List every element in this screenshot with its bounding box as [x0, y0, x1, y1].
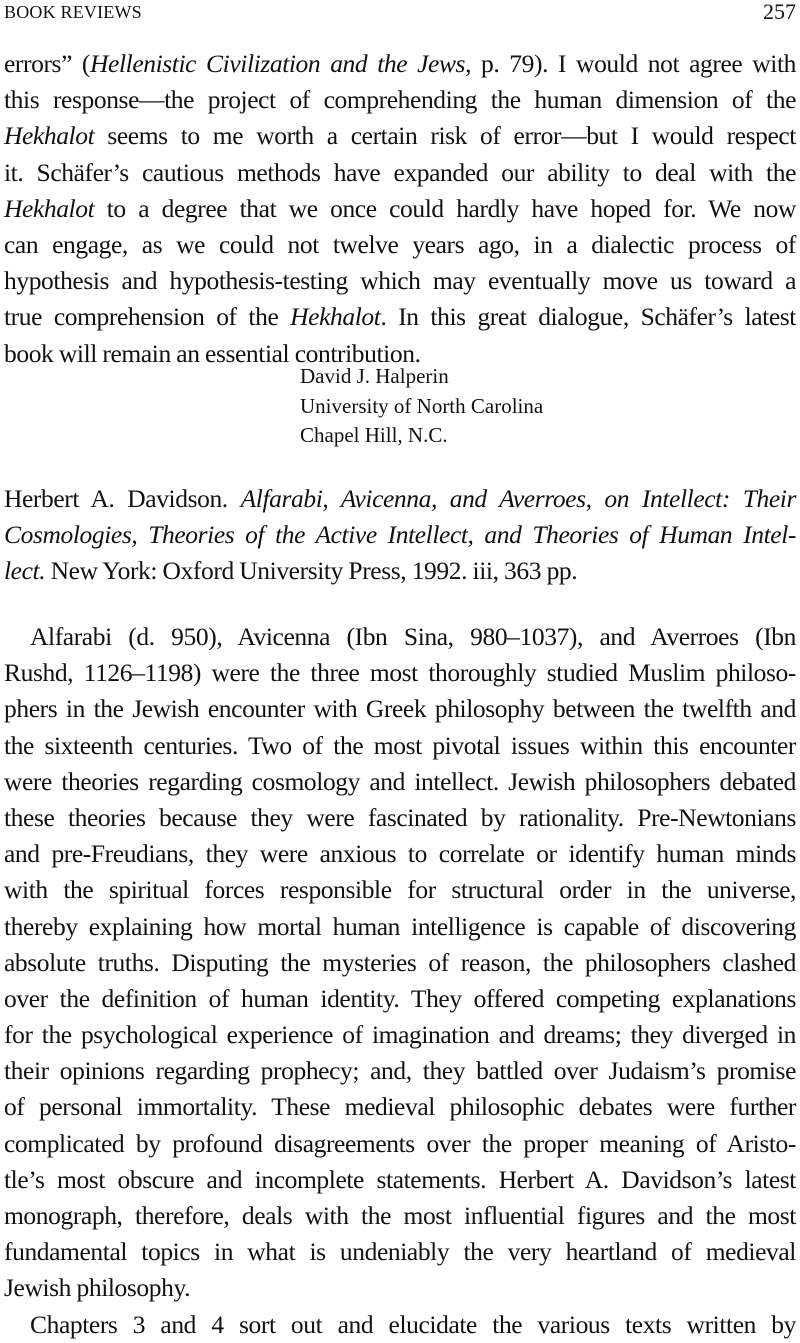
- text-run: Alfarabi (d. 950), Avicenna (Ibn Sina, 980–1037), and Averroes (Ibn: [30, 622, 796, 651]
- text-run: true comprehension of the: [4, 302, 291, 332]
- text-line: [4, 800, 796, 836]
- text-run: hypothesis and hypothesis-testing which may eventually move us toward a: [4, 266, 796, 296]
- text-line: [4, 909, 796, 945]
- text-line: [4, 46, 796, 82]
- text-run: thereby explaining how mortal human intelligence is capable of discovering: [4, 911, 796, 941]
- text-run: this response—the project of comprehending the human dimension of the: [4, 85, 796, 115]
- text-run: for the psychological experience of imagination and dreams; they diverged in: [4, 1020, 796, 1050]
- text-line: [4, 1089, 796, 1125]
- review-body-text: [4, 619, 796, 1343]
- text-run: with the spiritual forces responsible for structural order in the universe,: [4, 875, 796, 905]
- text-run: and pre-Freudians, they were anxious to correlate or identify human minds: [4, 839, 796, 869]
- text-line: [4, 619, 796, 655]
- text-line: [4, 1307, 796, 1343]
- text-line: [4, 872, 796, 908]
- reviewer-name: David J. Halperin: [300, 364, 449, 388]
- text-line: [4, 1270, 796, 1306]
- text-line: [4, 836, 796, 872]
- text-line: [4, 981, 796, 1017]
- text-run: complicated by profound disagreements over the proper meaning of Aristo-: [4, 1128, 796, 1158]
- italic-text-run: Cosmologies, Theories of the Active Intellect, and Theories of Human Intel-: [4, 520, 796, 550]
- text-line: [4, 1053, 796, 1089]
- italic-text-run: Hekhalot: [290, 302, 381, 332]
- text-line: [4, 945, 796, 981]
- text-line: [4, 263, 796, 299]
- text-run: their opinions regarding prophecy; and, they battled over Judaism’s promise: [4, 1056, 796, 1086]
- text-run: of personal immortality. These medieval philosophic debates were further: [4, 1092, 796, 1122]
- text-line: [4, 191, 796, 227]
- text-line: [4, 82, 796, 118]
- text-run: to a degree that we once could hardly have hoped for. We now: [94, 193, 796, 223]
- text-line: [4, 227, 796, 263]
- text-line: [4, 1198, 796, 1234]
- text-line: [4, 1162, 796, 1198]
- italic-text-run: lect.: [4, 556, 46, 586]
- text-line: [4, 553, 796, 589]
- text-run: . In this great dialogue, Schäfer’s latest: [380, 302, 796, 332]
- italic-text-run: Hekhalot: [4, 193, 95, 223]
- reviewer-signature: [300, 362, 543, 451]
- text-run: seems to me worth a certain risk of error—but I would respect: [94, 121, 796, 151]
- text-run: errors” (: [4, 49, 91, 78]
- text-run: Herbert A. Davidson.: [4, 484, 241, 513]
- reviewer-location: Chapel Hill, N.C.: [300, 423, 448, 447]
- text-run: it. Schäfer’s cautious methods have expanded our ability to deal with the: [4, 157, 796, 187]
- text-run: these theories because they were fascinated by rationality. Pre-Newtonians: [4, 802, 796, 832]
- text-line: [4, 1126, 796, 1162]
- text-line: [4, 691, 796, 727]
- reviewer-institution: University of North Carolina: [300, 393, 544, 418]
- running-head: [4, 0, 796, 24]
- text-run: can engage, as we could not twelve years ago, in a dialectic process of: [4, 229, 796, 259]
- text-run: book will remain an essential contribution.: [4, 338, 421, 368]
- text-line: [4, 481, 796, 517]
- text-run: New York: Oxford University Press, 1992. iii, 363 pp.: [45, 556, 578, 586]
- text-line: [4, 1017, 796, 1053]
- text-run: , p. 79). I would not agree with: [465, 49, 796, 78]
- previous-review-closing-paragraph: [4, 46, 796, 372]
- text-run: were theories regarding cosmology and intellect. Jewish philosophers debated: [4, 766, 796, 796]
- text-run: phers in the Jewish encounter with Greek philosophy between the twelfth and: [4, 694, 796, 724]
- italic-text-run: Hekhalot: [4, 121, 95, 151]
- page-number: 257: [763, 0, 796, 24]
- text-run: over the definition of human identity. They offered competing explanations: [4, 983, 796, 1013]
- text-run: absolute truths. Disputing the mysteries of reason, the philosophers clashed: [4, 947, 796, 977]
- text-run: fundamental topics in what is undeniably the very heartland of medieval: [4, 1237, 796, 1267]
- text-line: [4, 1234, 796, 1270]
- text-line: [4, 517, 796, 553]
- text-line: [4, 118, 796, 154]
- text-run: Chapters 3 and 4 sort out and elucidate the various texts written by: [30, 1309, 796, 1339]
- text-line: [4, 299, 796, 335]
- text-line: [4, 655, 796, 691]
- italic-text-run: Alfarabi, Avicenna, and Averroes, on Intellect: Their: [240, 484, 796, 513]
- italic-text-run: Hellenistic Civilization and the Jews: [90, 49, 466, 78]
- text-line: [4, 155, 796, 191]
- book-citation: [4, 481, 796, 590]
- text-run: Rushd, 1126–1198) were the three most thoroughly studied Muslim philoso-: [4, 658, 796, 688]
- text-run: Jewish philosophy.: [4, 1273, 191, 1303]
- text-run: monograph, therefore, deals with the most influential figures and the most: [4, 1201, 796, 1230]
- text-run: tle’s most obscure and incomplete statements. Herbert A. Davidson’s latest: [4, 1164, 796, 1194]
- text-line: [4, 728, 796, 764]
- text-run: the sixteenth centuries. Two of the most pivotal issues within this encounter: [4, 730, 796, 760]
- text-line: [4, 764, 796, 800]
- running-head-section: BOOK REVIEWS: [4, 2, 142, 22]
